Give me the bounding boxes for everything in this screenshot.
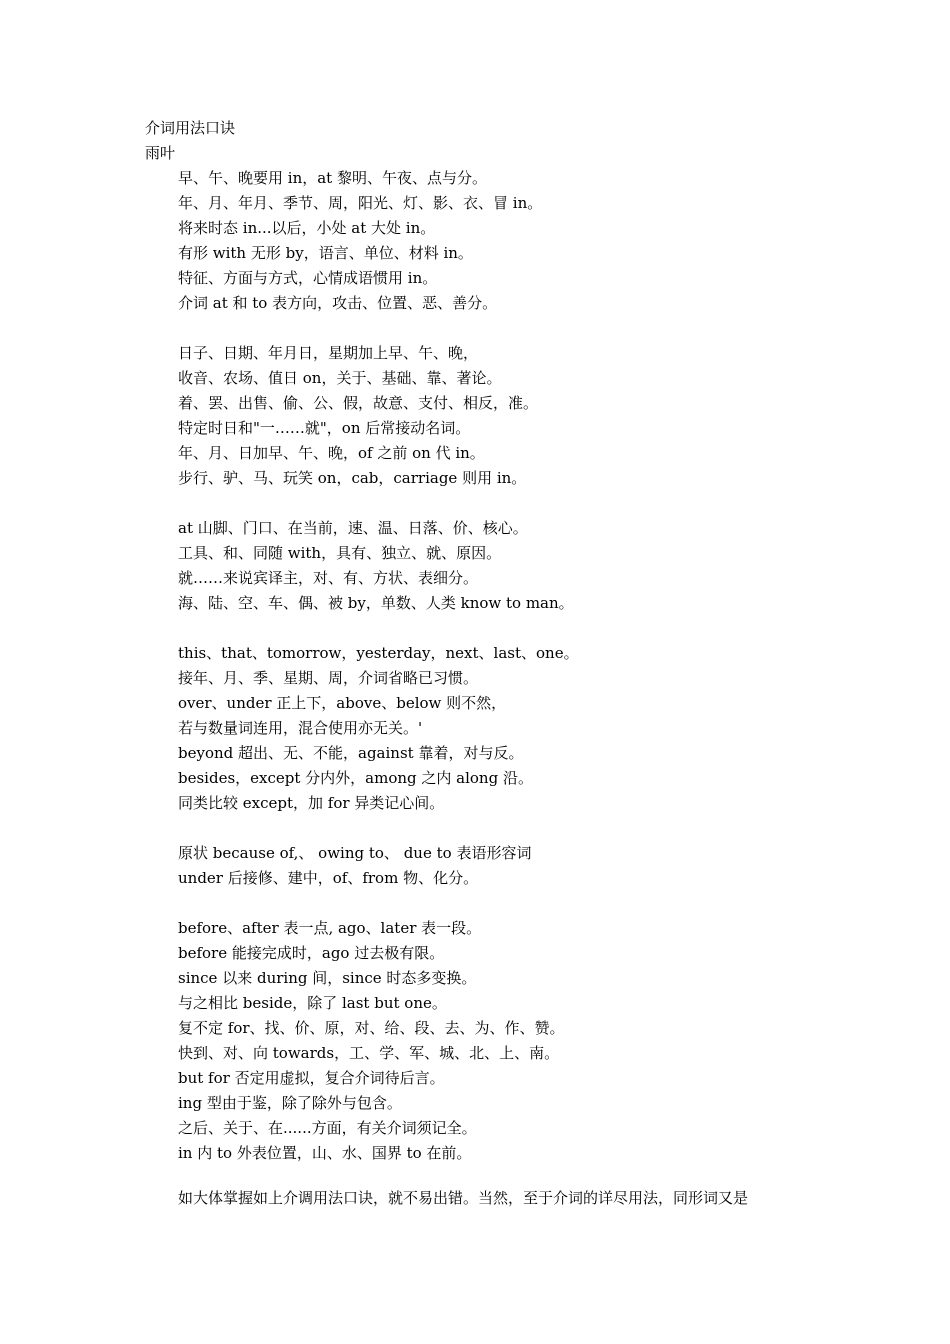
verse-line: before 能接完成时，ago 过去极有限。 [178, 944, 445, 962]
verse-line: since 以来 during 间，since 时态多变换。 [178, 969, 477, 987]
verse-line: 接年、月、季、星期、周，介词省略已习惯。 [178, 669, 479, 687]
verse-line: 日子、日期、年月日，星期加上早、午、晚， [178, 344, 479, 362]
verse-line: 早、午、晚要用 in，at 黎明、午夜、点与分。 [178, 169, 487, 187]
stanza [178, 167, 818, 317]
verse-line: 将来时态 in...以后，小处 at 大处 in。 [178, 219, 436, 237]
poem-body [178, 167, 818, 1192]
verse-line: besides，except 分内外，among 之内 along 沿。 [178, 769, 533, 787]
stanza [178, 342, 818, 492]
verse-line: 收音、农场、值日 on，关于、基础、靠、著论。 [178, 369, 502, 387]
closing-paragraph: 如大体掌握如上介调用法口诀，就不易出错。当然，至于介词的详尽用法，同形词又是 [178, 1189, 749, 1207]
document-author: 雨叶 [145, 144, 176, 162]
verse-line: this、that、tomorrow，yesterday，next、last、one。 [178, 644, 579, 662]
verse-line: 就……来说宾译主，对、有、方状、表细分。 [178, 569, 479, 587]
verse-line: 与之相比 beside，除了 last but one。 [178, 994, 447, 1012]
verse-line: 介词 at 和 to 表方向，攻击、位置、恶、善分。 [178, 294, 498, 312]
stanza [178, 917, 818, 1167]
verse-line: before、after 表一点, ago、later 表一段。 [178, 919, 482, 937]
verse-line: 同类比较 except，加 for 异类记心间。 [178, 794, 445, 812]
verse-line: but for 否定用虚拟，复合介词待后言。 [178, 1069, 445, 1087]
verse-line: 特征、方面与方式，心情成语惯用 in。 [178, 269, 438, 287]
verse-line: 着、罢、出售、偷、公、假，故意、支付、相反，准。 [178, 394, 539, 412]
verse-line: over、under 正上下，above、below 则不然， [178, 694, 507, 712]
verse-line: 有形 with 无形 by，语言、单位、材料 in。 [178, 244, 473, 262]
verse-line: beyond 超出、无、不能，against 靠着，对与反。 [178, 744, 524, 762]
verse-line: 工具、和、同随 with，具有、独立、就、原因。 [178, 544, 502, 562]
verse-line: 年、月、日加早、午、晚，of 之前 on 代 in。 [178, 444, 485, 462]
verse-line: under 后接修、建中，of、from 物、化分。 [178, 869, 479, 887]
verse-line: 步行、驴、马、玩笑 on，cab，carriage 则用 in。 [178, 469, 527, 487]
verse-line: ing 型由于鉴，除了除外与包含。 [178, 1094, 402, 1112]
verse-line: 之后、关于、在......方面，有关介词须记全。 [178, 1119, 477, 1137]
verse-line: 原状 because of,、 owing to、 due to 表语形容词 [178, 844, 532, 862]
verse-line: 年、月、年月、季节、周，阳光、灯、影、衣、冒 in。 [178, 194, 543, 212]
stanza [178, 517, 818, 617]
verse-line: 若与数量词连用，混合使用亦无关。' [178, 719, 423, 737]
verse-line: in 内 to 外表位置，山、水、国界 to 在前。 [178, 1144, 472, 1162]
verse-line: 快到、对、向 towards，工、学、军、城、北、上、南。 [178, 1044, 560, 1062]
verse-line: 复不定 for、找、价、原，对、给、段、去、为、作、赞。 [178, 1019, 565, 1037]
verse-line: 特定时日和"一……就"，on 后常接动名词。 [178, 419, 471, 437]
stanza [178, 842, 818, 892]
stanza [178, 642, 818, 817]
verse-line: 海、陆、空、车、偶、被 by，单数、人类 know to man。 [178, 594, 574, 612]
document-title: 介词用法口诀 [145, 119, 236, 137]
verse-line: at 山脚、门口、在当前，速、温、日落、价、核心。 [178, 519, 528, 537]
